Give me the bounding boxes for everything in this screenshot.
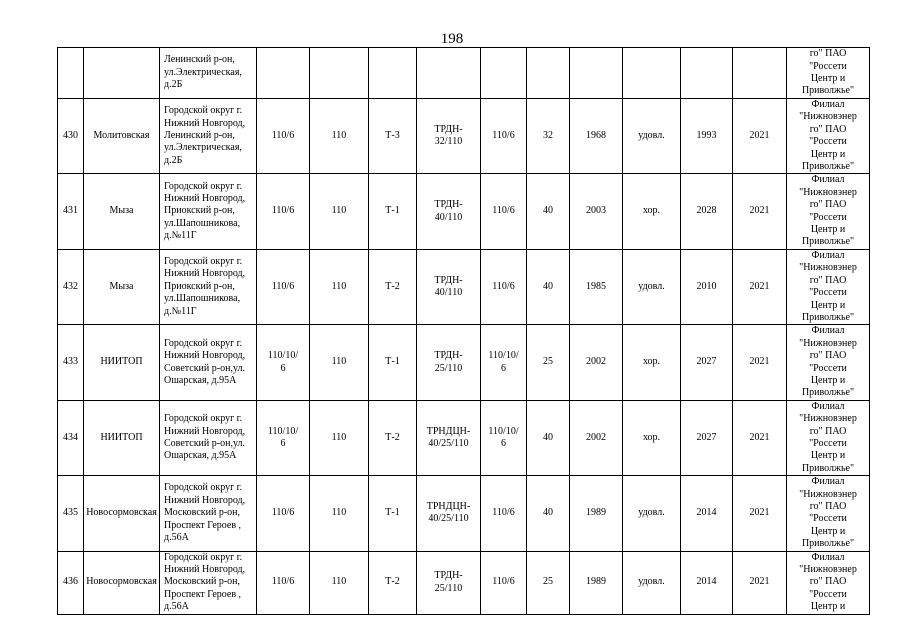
voltage-class-cell: 110/6 (257, 249, 310, 324)
condition-cell: удовл. (623, 99, 681, 174)
year-installed-cell: 1989 (570, 476, 623, 551)
year-installed-cell: 1989 (570, 551, 623, 614)
transformer-type-cell: ТРДН- 40/110 (417, 174, 481, 249)
table-row (58, 48, 870, 99)
power-cell (527, 48, 570, 99)
substation-table (57, 47, 870, 615)
power-cell: 32 (527, 99, 570, 174)
voltage-rating-cell: 110/10/ 6 (481, 325, 527, 400)
address-cell: Городской округ г. Нижний Новгород, Советский р-он,ул. Ошарская, д.95А (160, 400, 257, 475)
voltage-class-cell: 110/6 (257, 99, 310, 174)
service-end-year-cell: 2010 (681, 249, 733, 324)
table-row (58, 174, 870, 249)
voltage-cell: 110 (310, 400, 369, 475)
substation-name-cell: НИИТОП (84, 400, 160, 475)
year-installed-cell: 1985 (570, 249, 623, 324)
transformer-id-cell: Т-1 (369, 476, 417, 551)
address-cell: Городской округ г. Нижний Новгород, Московский р-он, Проспект Героев , д.56А (160, 551, 257, 614)
year-cell: 2021 (733, 325, 787, 400)
year-cell (733, 48, 787, 99)
voltage-cell: 110 (310, 174, 369, 249)
table-row (58, 99, 870, 174)
condition-cell (623, 48, 681, 99)
transformer-type-cell: ТРНДЦН- 40/25/110 (417, 400, 481, 475)
power-cell: 40 (527, 249, 570, 324)
transformer-id-cell: Т-3 (369, 99, 417, 174)
branch-cell: го" ПАО "Россети Центр и Приволжье" (787, 48, 870, 99)
year-installed-cell: 1968 (570, 99, 623, 174)
row-number-cell: 435 (58, 476, 84, 551)
year-installed-cell: 2002 (570, 400, 623, 475)
branch-cell: Филиал "Нижновэнер го" ПАО "Россети Центр и Приволжье" (787, 99, 870, 174)
voltage-cell: 110 (310, 99, 369, 174)
condition-cell: удовл. (623, 551, 681, 614)
branch-cell: Филиал "Нижновэнер го" ПАО "Россети Центр и Приволжье" (787, 249, 870, 324)
voltage-class-cell: 110/6 (257, 476, 310, 551)
service-end-year-cell: 2014 (681, 551, 733, 614)
voltage-cell (310, 48, 369, 99)
address-cell: Городской округ г. Нижний Новгород, Приокский р-он, ул.Шапошникова, д.№11Г (160, 174, 257, 249)
transformer-type-cell: ТРНДЦН- 40/25/110 (417, 476, 481, 551)
transformer-type-cell: ТРДН- 40/110 (417, 249, 481, 324)
voltage-rating-cell: 110/6 (481, 249, 527, 324)
voltage-rating-cell: 110/6 (481, 476, 527, 551)
row-number-cell: 431 (58, 174, 84, 249)
branch-cell: Филиал "Нижновэнер го" ПАО "Россети Центр и Приволжье" (787, 400, 870, 475)
voltage-rating-cell (481, 48, 527, 99)
voltage-class-cell: 110/10/ 6 (257, 325, 310, 400)
service-end-year-cell: 2028 (681, 174, 733, 249)
power-cell: 25 (527, 551, 570, 614)
condition-cell: хор. (623, 400, 681, 475)
year-installed-cell (570, 48, 623, 99)
row-number-cell: 433 (58, 325, 84, 400)
year-cell: 2021 (733, 476, 787, 551)
substation-name-cell: НИИТОП (84, 325, 160, 400)
year-cell: 2021 (733, 551, 787, 614)
voltage-class-cell: 110/10/ 6 (257, 400, 310, 475)
voltage-cell: 110 (310, 325, 369, 400)
table-row (58, 325, 870, 400)
power-cell: 40 (527, 476, 570, 551)
year-installed-cell: 2002 (570, 325, 623, 400)
branch-cell: Филиал "Нижновэнер го" ПАО "Россети Центр и Приволжье" (787, 476, 870, 551)
voltage-class-cell (257, 48, 310, 99)
transformer-id-cell: Т-1 (369, 325, 417, 400)
substation-name-cell: Мыза (84, 174, 160, 249)
transformer-type-cell (417, 48, 481, 99)
condition-cell: удовл. (623, 249, 681, 324)
branch-cell: Филиал "Нижновэнер го" ПАО "Россети Центр и (787, 551, 870, 614)
condition-cell: хор. (623, 325, 681, 400)
address-cell: Городской округ г. Нижний Новгород, Приокский р-он, ул.Шапошникова, д.№11Г (160, 249, 257, 324)
address-cell: Городской округ г. Нижний Новгород, Ленинский р-он, ул.Электрическая, д.2Б (160, 99, 257, 174)
branch-cell: Филиал "Нижновэнер го" ПАО "Россети Центр и Приволжье" (787, 325, 870, 400)
condition-cell: хор. (623, 174, 681, 249)
substation-name-cell (84, 48, 160, 99)
transformer-id-cell: Т-1 (369, 174, 417, 249)
year-cell: 2021 (733, 99, 787, 174)
voltage-cell: 110 (310, 476, 369, 551)
voltage-rating-cell: 110/6 (481, 174, 527, 249)
transformer-type-cell: ТРДН- 25/110 (417, 325, 481, 400)
substation-name-cell: Новосормовская (84, 551, 160, 614)
voltage-rating-cell: 110/10/ 6 (481, 400, 527, 475)
year-cell: 2021 (733, 174, 787, 249)
service-end-year-cell (681, 48, 733, 99)
table-row (58, 400, 870, 475)
transformer-type-cell: ТРДН- 32/110 (417, 99, 481, 174)
service-end-year-cell: 1993 (681, 99, 733, 174)
address-cell: Ленинский р-он, ул.Электрическая, д.2Б (160, 48, 257, 99)
page-number: 198 (440, 31, 464, 47)
transformer-id-cell: Т-2 (369, 249, 417, 324)
voltage-class-cell: 110/6 (257, 551, 310, 614)
year-installed-cell: 2003 (570, 174, 623, 249)
row-number-cell: 430 (58, 99, 84, 174)
service-end-year-cell: 2027 (681, 400, 733, 475)
power-cell: 25 (527, 325, 570, 400)
power-cell: 40 (527, 400, 570, 475)
service-end-year-cell: 2027 (681, 325, 733, 400)
year-cell: 2021 (733, 400, 787, 475)
voltage-class-cell: 110/6 (257, 174, 310, 249)
table-row (58, 551, 870, 614)
row-number-cell: 434 (58, 400, 84, 475)
transformer-type-cell: ТРДН- 25/110 (417, 551, 481, 614)
table-row (58, 476, 870, 551)
transformer-id-cell: Т-2 (369, 551, 417, 614)
substation-name-cell: Новосормовская (84, 476, 160, 551)
branch-cell: Филиал "Нижновэнер го" ПАО "Россети Центр и Приволжье" (787, 174, 870, 249)
substation-name-cell: Мыза (84, 249, 160, 324)
address-cell: Городской округ г. Нижний Новгород, Московский р-он, Проспект Героев , д.56А (160, 476, 257, 551)
transformer-id-cell: Т-2 (369, 400, 417, 475)
row-number-cell (58, 48, 84, 99)
voltage-cell: 110 (310, 249, 369, 324)
power-cell: 40 (527, 174, 570, 249)
row-number-cell: 432 (58, 249, 84, 324)
condition-cell: удовл. (623, 476, 681, 551)
service-end-year-cell: 2014 (681, 476, 733, 551)
address-cell: Городской округ г. Нижний Новгород, Советский р-он,ул. Ошарская, д.95А (160, 325, 257, 400)
voltage-cell: 110 (310, 551, 369, 614)
row-number-cell: 436 (58, 551, 84, 614)
substation-name-cell: Молитовская (84, 99, 160, 174)
year-cell: 2021 (733, 249, 787, 324)
table-row (58, 249, 870, 324)
transformer-id-cell (369, 48, 417, 99)
voltage-rating-cell: 110/6 (481, 551, 527, 614)
voltage-rating-cell: 110/6 (481, 99, 527, 174)
